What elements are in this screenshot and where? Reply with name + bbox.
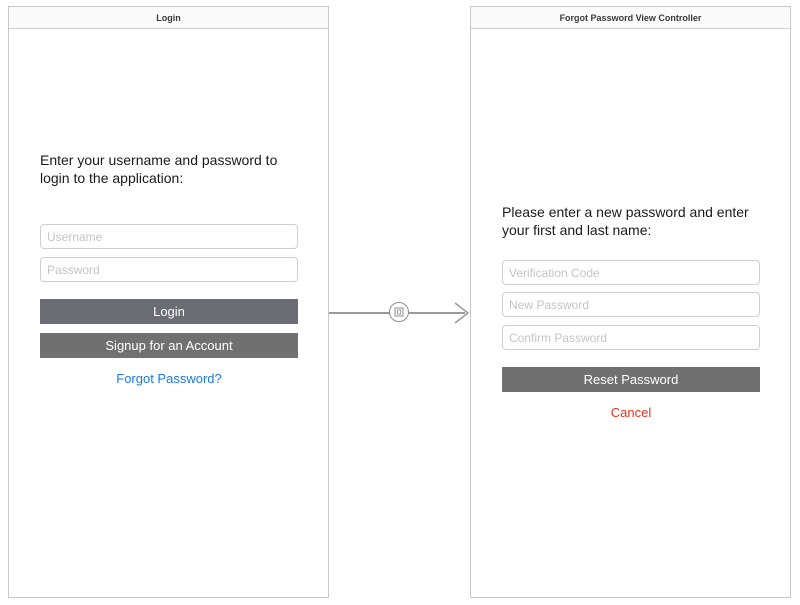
login-scene [8, 6, 329, 598]
confirm-password-field[interactable] [502, 325, 760, 350]
forgot-password-link[interactable]: Forgot Password? [116, 371, 222, 386]
reset-password-button[interactable]: Reset Password [502, 367, 760, 392]
segue-icon[interactable] [389, 302, 409, 322]
new-password-field[interactable] [502, 292, 760, 317]
forgot-scene-title[interactable]: Forgot Password View Controller [471, 7, 790, 29]
password-field[interactable] [40, 257, 298, 282]
segue-arrow-icon [451, 301, 471, 325]
login-scene-title[interactable]: Login [9, 7, 328, 29]
segue-glyph-icon [394, 307, 404, 317]
username-field[interactable] [40, 224, 298, 249]
verification-code-field[interactable] [502, 260, 760, 285]
login-prompt: Enter your username and password to login to the application: [40, 152, 278, 186]
forgot-prompt: Please enter a new password and enter your first and last name: [502, 204, 749, 238]
signup-button[interactable]: Signup for an Account [40, 333, 298, 358]
login-button[interactable]: Login [40, 299, 298, 324]
cancel-link[interactable]: Cancel [610, 405, 652, 420]
forgot-password-scene [470, 6, 791, 598]
